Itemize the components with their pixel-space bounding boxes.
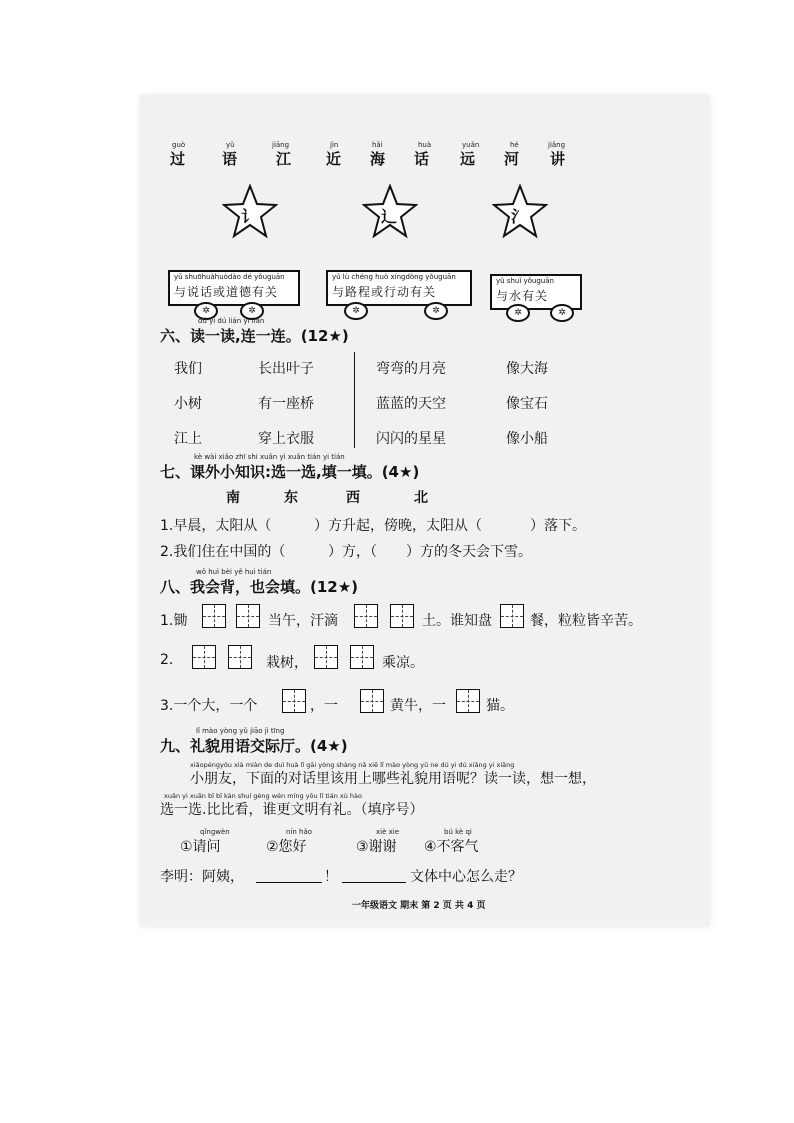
- measure-word-part: ，一: [310, 698, 338, 714]
- section-9-title: 九、礼貌用语交际厅。(4★): [160, 737, 348, 755]
- star-radical: 讠: [241, 207, 258, 226]
- match-left-subject: 小树: [174, 396, 202, 412]
- train-label: 与说话或道德有关: [174, 285, 279, 299]
- match-left-predicate: 穿上衣服: [258, 431, 314, 447]
- match-left-subject: 我们: [174, 361, 202, 377]
- poem-line-1-part: 餐，粒粒皆辛苦。: [530, 613, 642, 629]
- poem-line-1-part: 土。谁知盘: [422, 613, 492, 629]
- train-pinyin: yǔ lù chéng huò xíngdòng yǒuguān: [332, 273, 456, 281]
- section-9-pinyin: lǐ mào yòng yǔ jiāo jì tīng: [196, 727, 285, 735]
- q1-part: ）方升起，傍晚，太阳从（: [314, 518, 482, 534]
- wheel-icon: ✲: [240, 302, 264, 320]
- proverb-part: 栽树，: [266, 655, 308, 671]
- direction-word: 西: [346, 490, 360, 506]
- answer-blank[interactable]: [342, 882, 406, 883]
- dialogue-part: 文体中心怎么走？: [410, 869, 522, 885]
- word-pinyin: hǎi: [372, 141, 383, 149]
- measure-word-part: 3.一个大，一个: [160, 698, 258, 714]
- tianzige-box[interactable]: [500, 604, 524, 628]
- star-radical: 氵: [511, 207, 528, 226]
- wheel-icon: ✲: [194, 302, 218, 320]
- instruction-line: 选一选.比比看，谁更文明有礼。（填序号）: [160, 802, 424, 818]
- word-pinyin: jiāng: [272, 141, 290, 149]
- word-pinyin: guò: [172, 141, 186, 149]
- tianzige-box[interactable]: [360, 689, 384, 713]
- page-footer: 一年级语文 期末 第 2 页 共 4 页: [352, 901, 486, 911]
- tianzige-box[interactable]: [314, 645, 338, 669]
- tianzige-box[interactable]: [192, 645, 216, 669]
- section-6-title: 六、读一读,连一连。(12★): [160, 327, 349, 345]
- q2-part: 2.我们住在中国的（: [160, 544, 286, 560]
- section-7-pinyin: kè wài xiǎo zhī shi xuǎn yi xuǎn tián yi tián: [194, 453, 345, 461]
- direction-word: 东: [284, 490, 298, 506]
- proverb-part: 2.: [160, 652, 174, 668]
- word-pinyin: yuǎn: [462, 141, 480, 149]
- train-pinyin: yǔ shuǐ yǒuguān: [496, 277, 554, 285]
- section-8-title: 八、我会背，也会填。(12★): [160, 578, 359, 596]
- wheel-icon: ✲: [424, 302, 448, 320]
- word-char: 讲: [550, 150, 566, 168]
- section-8-pinyin: wǒ huì bèi yě huì tián: [196, 568, 272, 576]
- dialogue-part: ！: [324, 869, 338, 885]
- option-pinyin: xiè xie: [376, 828, 400, 836]
- match-right-subject: 弯弯的月亮: [376, 361, 446, 377]
- match-right-simile: 像小船: [506, 431, 548, 447]
- section-6-pinyin: dú yi dú lián yi lián: [198, 317, 265, 325]
- tianzige-box[interactable]: [390, 604, 414, 628]
- tianzige-box[interactable]: [350, 645, 374, 669]
- instruction-line: 小朋友，下面的对话里该用上哪些礼貌用语呢？读一读，想一想，: [190, 771, 596, 787]
- option-pinyin: nín hǎo: [286, 828, 313, 836]
- word-pinyin: jìn: [330, 141, 339, 149]
- match-right-subject: 闪闪的星星: [376, 431, 446, 447]
- option-label: ②您好: [266, 839, 307, 855]
- train-label: 与路程或行动有关: [332, 285, 437, 299]
- train-pinyin: yǔ shuōhuàhuòdào dé yǒuguān: [174, 273, 285, 281]
- train-car-movement: [326, 270, 472, 306]
- q2-part: ）方的冬天会下雪。: [406, 544, 532, 560]
- option-label: ④不客气: [424, 839, 479, 855]
- word-char: 江: [276, 150, 292, 168]
- match-right-simile: 像大海: [506, 361, 548, 377]
- tianzige-box[interactable]: [202, 604, 226, 628]
- direction-word: 北: [414, 490, 428, 506]
- wheel-icon: ✲: [344, 302, 368, 320]
- word-char: 语: [222, 150, 238, 168]
- option-pinyin: qǐngwèn: [200, 828, 230, 836]
- match-divider: [354, 352, 355, 448]
- tianzige-box[interactable]: [228, 645, 252, 669]
- word-char: 河: [504, 150, 520, 168]
- train-car-speech: [168, 270, 300, 306]
- proverb-part: 乘凉。: [382, 655, 424, 671]
- word-char: 远: [460, 150, 476, 168]
- q1-part: 1.早晨，太阳从（: [160, 518, 272, 534]
- word-char: 海: [370, 150, 386, 168]
- wheel-icon: ✲: [506, 304, 530, 322]
- tianzige-box[interactable]: [354, 604, 378, 628]
- q2-part: ）方，（: [328, 544, 377, 560]
- measure-word-part: 猫。: [486, 698, 514, 714]
- match-left-predicate: 有一座桥: [258, 396, 314, 412]
- dialogue-part: 李明：阿姨，: [160, 869, 244, 885]
- poem-line-1-part: 当午，汗滴: [268, 613, 338, 629]
- tianzige-box[interactable]: [282, 689, 306, 713]
- tianzige-box[interactable]: [236, 604, 260, 628]
- wheel-icon: ✲: [550, 304, 574, 322]
- word-char: 话: [414, 150, 430, 168]
- match-right-subject: 蓝蓝的天空: [376, 396, 446, 412]
- tianzige-box[interactable]: [456, 689, 480, 713]
- q1-part: ）落下。: [530, 518, 586, 534]
- paragraph-pinyin: xiǎopéngyǒu xià miàn de duì huà lǐ gāi yòng shàng nǎ xiē lǐ mào yòng yǔ ne dú yi dú xiǎng yi xiǎng: [190, 761, 515, 769]
- train-label: 与水有关: [496, 289, 549, 303]
- option-label: ①请问: [180, 839, 221, 855]
- word-char: 近: [326, 150, 342, 168]
- word-char: 过: [170, 150, 186, 168]
- direction-word: 南: [226, 490, 240, 506]
- option-pinyin: bú kè qi: [444, 828, 472, 836]
- poem-line-1-part: 1.锄: [160, 613, 188, 629]
- match-left-predicate: 长出叶子: [258, 361, 314, 377]
- star-radical: 辶: [381, 207, 398, 226]
- measure-word-part: 黄牛，一: [390, 698, 446, 714]
- match-left-subject: 江上: [174, 431, 202, 447]
- word-pinyin: hé: [510, 141, 519, 149]
- word-pinyin: huà: [418, 141, 432, 149]
- section-7-title: 七、课外小知识:选一选,填一填。(4★): [160, 463, 420, 481]
- word-pinyin: yǔ: [226, 141, 235, 149]
- option-label: ③谢谢: [356, 839, 397, 855]
- match-right-simile: 像宝石: [506, 396, 548, 412]
- word-pinyin: jiǎng: [548, 141, 566, 149]
- paragraph-pinyin: xuǎn yi xuǎn bǐ bǐ kàn shuí gèng wén míng yǒu lǐ tián xù hào: [164, 792, 363, 800]
- answer-blank[interactable]: [256, 882, 322, 883]
